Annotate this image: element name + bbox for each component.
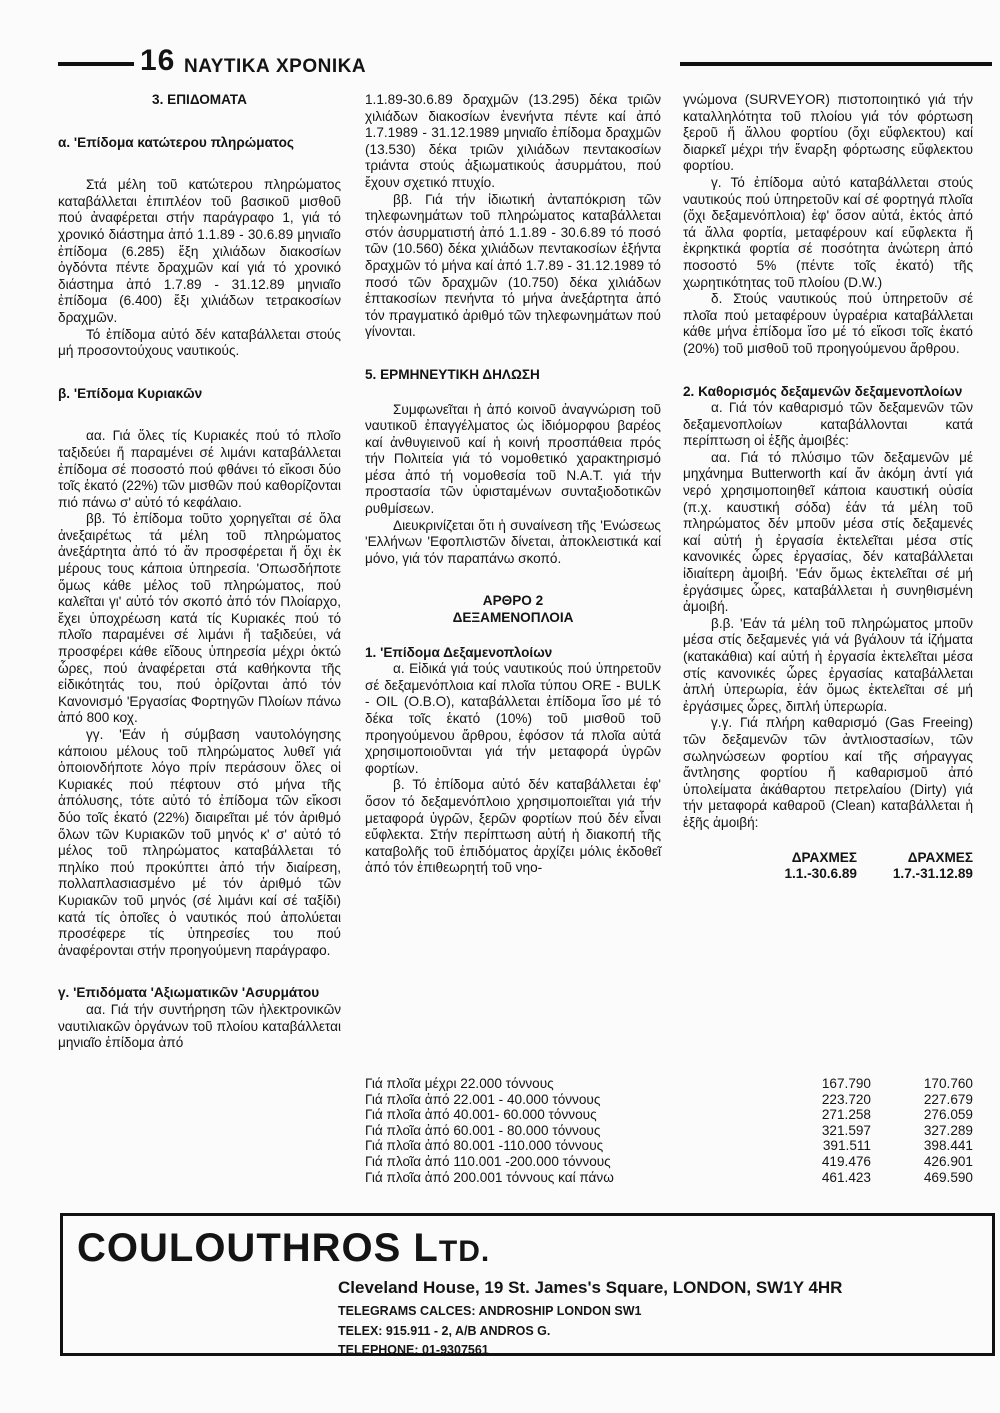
- rates-header-2a: ΔΡΑΧΜΕΣ: [907, 849, 973, 865]
- paragraph: Στά μέλη τοῦ κατώτερου πληρώματος καταβάλλεται ἐπιπλέον τοῦ βασικοῦ μισθοῦ πού ἀναφέρεται στήν παράγραφο 1, γιά τό χρονικό διάστημα ἀπό 1.1.89 - 30.6.89 μηνιαῖο ἐπίδομα (6.285) ἔξη χιλιάδων διακοσίων ὀγδόντα πέντε δραχμῶν καί γιά τό χρονικό διάστημα ἀπό 1.7.89 - 31.12.89 μηνιαῖο ἐπίδομα (6.400) ἔξι χιλιάδων τετρακοσίων δραχμῶν.: [58, 177, 341, 325]
- ad-telegrams: TELEGRAMS CALCES: ANDROSHIP LONDON SW1: [338, 1304, 642, 1318]
- subsection-title: β. 'Επίδομα Κυριακῶν: [58, 385, 203, 401]
- subsection-title: 2. Καθορισμός δεξαμενῶν δεξαμενοπλοίων: [683, 383, 963, 399]
- paragraph: 1.1.89-30.6.89 δραχμῶν (13.295) δέκα τριῶν χιλιάδων διακοσίων ἐνενήντα πέντε καί ἀπό 1.7.1989 - 31.12.1989 μηνιαῖο ἐπίδομα δραχμῶν (13.530) δέκα τριῶν χιλιάδων πεντακοσίων τριάντα στούς ἀξιωματικούς ἀσυρμάτου, πού ἔχουν σχετικό πτυχίο.: [365, 92, 661, 190]
- paragraph: α. Εἰδικά γιά τούς ναυτικούς πού ὑπηρετοῦν σέ δεξαμενόπλοια καί πλοῖα τύπου ORE - BULK - OIL (O.B.O), καταβάλλεται ἐπίδομα ἴσο μέ τό δέκα τοῖς ἑκατό (10%) τοῦ μισθοῦ τοῦ προηγούμενου ἄρθρου, ἐφόσον τά πλοῖα αὐτά χρησιμοποιοῦνται γιά τήν μεταφορά ὑγρῶν φορτίων.: [365, 661, 661, 776]
- ad-address: Cleveland House, 19 St. James's Square, LONDON, SW1Y 4HR: [338, 1278, 843, 1297]
- paragraph: γ. Τό ἐπίδομα αὐτό καταβάλλεται στούς ναυτικούς πού ὑπηρετοῦν καί σέ φορτηγά πλοῖα (ὄχι δεξαμενόπλοια) ἐφ' ὅσον αὐτά, ἐκτός ἀπό τά ἄλλα φορτία, μεταφέρουν καί εὔφλεκτα ἤ ἐκρηκτικά φορτία σέ ποσότητα ἀνώτερη ἀπό ποσοστό 5% (πέντε τοῖς ἑκατό) τῆς χωρητικότητας τοῦ πλοίου (D.W.): [683, 174, 973, 290]
- rate-label: Γιά πλοῖα μέχρι 22.000 τόννους: [365, 1076, 554, 1091]
- header-rule-left: [58, 62, 134, 66]
- paragraph: γ.γ. Γιά πλήρη καθαρισμό (Gas Freeing) τῶν δεξαμενῶν τῶν ἀντλιοστασίων, τῶν σωληνώσεων φορτίου καί τῆς σήραγγας ἄντλησης φορτίου ἤ καθαρισμοῦ ἀπό ὑπολείματα ἀκάθαρτου πετρελαίου (Dirty) γιά τήν μεταφορά καθαροῦ (Clean) καταβάλλεται ἡ ἑξῆς ἀμοιβή:: [683, 715, 973, 830]
- paragraph: Συμφωνεῖται ἡ ἀπό κοινοῦ ἀναγνώριση τοῦ ναυτικοῦ ἐπαγγέλματος ὡς ἰδιόμορφου βαρέος καί ἀνθυγιεινοῦ καί ἡ κοινή προσπάθεια πρός τήν Πολιτεία γιά τό νομοθετικό χαρακτηρισμό μέσα ἀπό τή νομοθεσία τοῦ Ν.Α.Τ. γιά τήν προστασία τῶν ὑφισταμένων συνταξιοδοτικῶν ρυθμίσεων.: [365, 401, 661, 517]
- subsection-title: α. 'Επίδομα κατώτερου πληρώματος: [58, 134, 294, 150]
- ad-company-name: [77, 1226, 490, 1271]
- section-title: 5. ΕΡΜΗΝΕΥΤΙΚΗ ΔΗΛΩΣΗ: [365, 366, 540, 382]
- paragraph: αα. Γιά ὅλες τίς Κυριακές πού τό πλοῖο ταξιδεύει ἤ παραμένει σέ λιμάνι καταβάλλεται ἐπίδομα σέ ποσοστό πού φθάνει τό εἴκοσι δύο τοῖς ἑκατό (22%) τῶν μισθῶν πού καθορίζονται πιό πάνω σ' αὐτό τό κεφάλαιο.: [58, 428, 341, 510]
- ad-company-suffix: TD.: [438, 1235, 491, 1268]
- table-row: [365, 1154, 973, 1170]
- subsection-title: 1. 'Επίδομα Δεξαμενοπλοίων: [365, 644, 553, 660]
- header-rule-right: [680, 62, 992, 66]
- table-row: [365, 1076, 973, 1092]
- rate-value-period1: 461.423: [821, 1169, 871, 1185]
- table-row: [365, 1170, 973, 1186]
- rates-table: [365, 1076, 973, 1185]
- table-row: [365, 1107, 973, 1123]
- rate-label: Γιά πλοῖα ἀπό 200.001 τόννους καί πάνω: [365, 1169, 614, 1185]
- rates-header-1a: ΔΡΑΧΜΕΣ: [791, 849, 857, 865]
- article-title: ΑΡΘΡΟ 2: [482, 593, 544, 609]
- rate-value-period1: 321.597: [821, 1122, 871, 1138]
- paragraph: α. Γιά τόν καθαρισμό τῶν δεξαμενῶν τῶν δεξαμενοπλοίων καταβάλλονται κατά περίπτωση οἱ ἑξῆς ἀμοιβές:: [683, 400, 973, 449]
- rate-value-period2: 327.289: [923, 1122, 973, 1138]
- paragraph: β.β. 'Εάν τά μέλη τοῦ πληρώματος μποῦν μέσα στίς δεξαμενές γιά νά βγάλουν τά ἰζήματα (κατακάθια) καί αὐτή ἡ ἐργασία ἐκτελεῖται μέσα στίς κανονικές ὧρες ἐργασίας καταβάλλεται ἁπλή ὑπερωρία, ἐάν ὅμως ἐκτελεῖται σέ μή ἐργάσιμες ὧρες, διπλή ὑπερωρία.: [683, 615, 973, 714]
- table-row: [365, 1123, 973, 1139]
- rate-value-period2: 426.901: [923, 1153, 973, 1169]
- page-number: 16: [140, 44, 176, 77]
- paragraph: Τό ἐπίδομα αὐτό δέν καταβάλλεται στούς μή προσοντούχους ναυτικούς.: [58, 326, 341, 359]
- paragraph: αα. Γιά τήν συντήρηση τῶν ἠλεκτρονικῶν ναυτιλιακῶν ὀργάνων τοῦ πλοίου καταβάλλεται μηνιαῖο ἐπίδομα ἀπό: [58, 1001, 341, 1051]
- paragraph: β. Τό ἐπίδομα αὐτό δέν καταβάλλεται ἐφ' ὅσον τό δεξαμενόπλοιο χρησιμοποιεῖται γιά τήν μεταφορά ὑγρῶν, ξερῶν φορτίων πού δέν εἶναι εὔφλεκτα. Στήν περίπτωση αὐτή ἡ διακοπή τῆς καταβολῆς τοῦ ἐπιδόματος ἀρχίζει μόλις ἐκδοθεῖ ἀπό τόν ἐπιθεωρητή τοῦ νηο-: [365, 777, 661, 876]
- ad-telephone: TELEPHONE: 01-9307561: [338, 1343, 489, 1357]
- rate-label: Γιά πλοῖα ἀπό 60.001 - 80.000 τόννους: [365, 1122, 601, 1138]
- rate-label: Γιά πλοῖα ἀπό 22.001 - 40.000 τόννους: [365, 1091, 601, 1107]
- column-2: [365, 92, 661, 877]
- paragraph: Διευκρινίζεται ὅτι ἡ συναίνεση τῆς 'Ενώσεως 'Ελλήνων 'Εφοπλιστῶν δίνεται, ἀποκλειστικά καί μόνο, γιά τόν παραπάνω σκοπό.: [365, 517, 661, 566]
- rate-label: Γιά πλοῖα ἀπό 110.001 -200.000 τόννους: [365, 1153, 611, 1169]
- rate-value-period1: 391.511: [822, 1138, 871, 1154]
- rate-value-period2: 469.590: [923, 1169, 973, 1185]
- paragraph: ββ. Γιά τήν ἰδιωτική ἀνταπόκριση τῶν τηλεφωνημάτων τοῦ πληρώματος καταβάλλεται στόν ἀσυρματιστή ἀπό 1.1.89 - 30.6.89 τό ποσό τῶν (10.560) δέκα χιλιάδων πεντακοσίων ἑξήντα δραχμῶν τό μήνα καί ἀπό 1.7.89 - 31.12.1989 τό ποσό τῶν δραχμῶν (10.750) δέκα χιλιάδων ἑπτακοσίων πενήντα τό μήνα ἀνεξάρτητα ἀπό τόν πραγματικό ἀριθμό τῶν τηλεφωνημάτων πού γίνονται.: [365, 191, 661, 340]
- rate-value-period1: 271.258: [821, 1107, 871, 1123]
- publication-title: ΝΑΥΤΙΚΑ ΧΡΟΝΙΚΑ: [184, 56, 367, 77]
- subsection-title: γ. 'Επιδόματα 'Αξιωματικῶν 'Ασυρμάτου: [58, 985, 320, 1001]
- advertisement-box: [60, 1213, 995, 1356]
- rate-value-period1: 223.720: [821, 1091, 871, 1107]
- rates-header-1b: 1.1.-30.6.89: [784, 866, 857, 882]
- rate-value-period1: 167.790: [821, 1076, 871, 1091]
- section-title: 3. ΕΠΙΔΟΜΑΤΑ: [152, 92, 247, 107]
- rate-value-period2: 398.441: [923, 1138, 973, 1154]
- table-row: [365, 1138, 973, 1154]
- article-subtitle: ΔΕΞΑΜΕΝΟΠΛΟΙΑ: [452, 610, 574, 626]
- paragraph: γγ. 'Εάν ἡ σύμβαση ναυτολόγησης κάποιου μέλους τοῦ πληρώματος λυθεῖ γιά ὁποιονδήποτε λόγο πρίν περάσουν ὅλες οἱ Κυριακές πού πέφτουν στό μήνα τῆς ἀπόλυσης, τότε αὐτό τό ἐπίδομα τῶν εἴκοσι δύο τοῖς ἑκατό (22%) διαιρεῖται μέ τόν ἀριθμό ὅλων τῶν Κυριακῶν τοῦ μηνός κ' σ' αὐτό τό μέλος τοῦ πληρώματος καταβάλλεται τό πηλίκο πού προκύπτει ἀπό τήν διαίρεση, πολλαπλασιασμένο μέ τόν ἀριθμό τῶν Κυριακῶν τοῦ μηνός (σέ λιμάνι καί σέ ταξίδι) κατά τίς ὁποῖες ὁ ναυτικός πού ἀπολύεται προσέφερε τίς ὑπηρεσίες του πού ἀναφέρονται στήν προηγούμενη παράγραφο.: [58, 727, 341, 958]
- rate-label: Γιά πλοῖα ἀπό 80.001 -110.000 τόννους: [365, 1138, 604, 1154]
- ad-telex: TELEX: 915.911 - 2, A/B ANDROS G.: [338, 1324, 551, 1338]
- rates-column-headers: [683, 850, 973, 883]
- rate-value-period1: 419.476: [821, 1153, 871, 1169]
- rate-value-period2: 170.760: [923, 1076, 973, 1091]
- paragraph: ββ. Τό ἐπίδομα τοῦτο χορηγεῖται σέ ὅλα ἀνεξαιρέτως τά μέλη τοῦ πληρώματος ἀνεξάρτητα ἀπό τό ἄν προσφέρεται ἤ ὄχι ἐκ μέρους τους κάποια ὑπηρεσία. 'Οπωσδήποτε ὅμως κάθε μέλος τοῦ πληρώματος, πού καλεῖται γι' αὐτό τόν σκοπό ἀπό τόν Πλοίαρχο, ἔχει ὑποχρέωση κατά τίς Κυριακές πού τό πλοῖο παραμένει σέ λιμάνι ἤ ταξιδεύει, νά προσφέρει κάθε εἴδους ὑπηρεσία μέχρι ὀκτώ ὧρες, πού ἀναφέρεται στά καθήκοντα τῆς εἰδικότητάς του, πού ὁρίζονται ἀπό τόν Κανονισμό 'Εργασίας Φορτηγῶν Πλοίων πάνω ἀπό 800 κοχ.: [58, 511, 341, 726]
- ad-company-main: COULOUTHROS L: [77, 1226, 439, 1270]
- rates-header-2b: 1.7.-31.12.89: [892, 866, 973, 882]
- rate-value-period2: 276.059: [923, 1107, 973, 1123]
- table-row: [365, 1092, 973, 1108]
- paragraph: αα. Γιά τό πλύσιμο τῶν δεξαμενῶν μέ μηχάνημα Butterworth καί ἄν ἀκόμη ἀντί γιά νερό χρησιμοποιηθεῖ κάποια καυστική οὐσία (π.χ. καυστική σόδα) ἐάν τά μέλη τοῦ πληρώματος δέν μποῦν μέσα στίς δεξαμενές καί αὐτή ἡ ἐργασία ἐκτελεῖται μέσα στίς κανονικές ὧρες ἐργασίας, δέν καταβάλλεται ἰδιαίτερη ἀμοιβή. 'Εάν ὅμως ἐκτελεῖται σέ μή ἐργάσιμες ὧρες, καταβάλλεται ἡ συνηθισμένη ἀμοιβή.: [683, 449, 973, 615]
- rate-label: Γιά πλοῖα ἀπό 40.001- 60.000 τόννους: [365, 1107, 597, 1123]
- rate-value-period2: 227.679: [923, 1091, 973, 1107]
- paragraph: δ. Στούς ναυτικούς πού ὑπηρετοῦν σέ πλοῖα πού μεταφέρουν ὑγραέρια καταβάλλεται κάθε μήνα ἐπίδομα ἴσο μέ τό εἴκοσι τοῖς ἑκατό (20%) τοῦ μισθοῦ τοῦ προηγούμενου ἄρθρου.: [683, 291, 973, 356]
- paragraph: γνώμονα (SURVEYOR) πιστοποιητικό γιά τήν καταλληλότητα τοῦ πλοίου γιά τόν φόρτωση ξεροῦ ἤ ἄλλου φορτίου (ὄχι εὔφλεκτου) καί διαρκεῖ μέχρι τήν ἔναρξη φόρτωσης εὔφλεκτου φορτίου.: [683, 92, 973, 174]
- column-1: [58, 92, 341, 1052]
- column-3: [683, 92, 973, 883]
